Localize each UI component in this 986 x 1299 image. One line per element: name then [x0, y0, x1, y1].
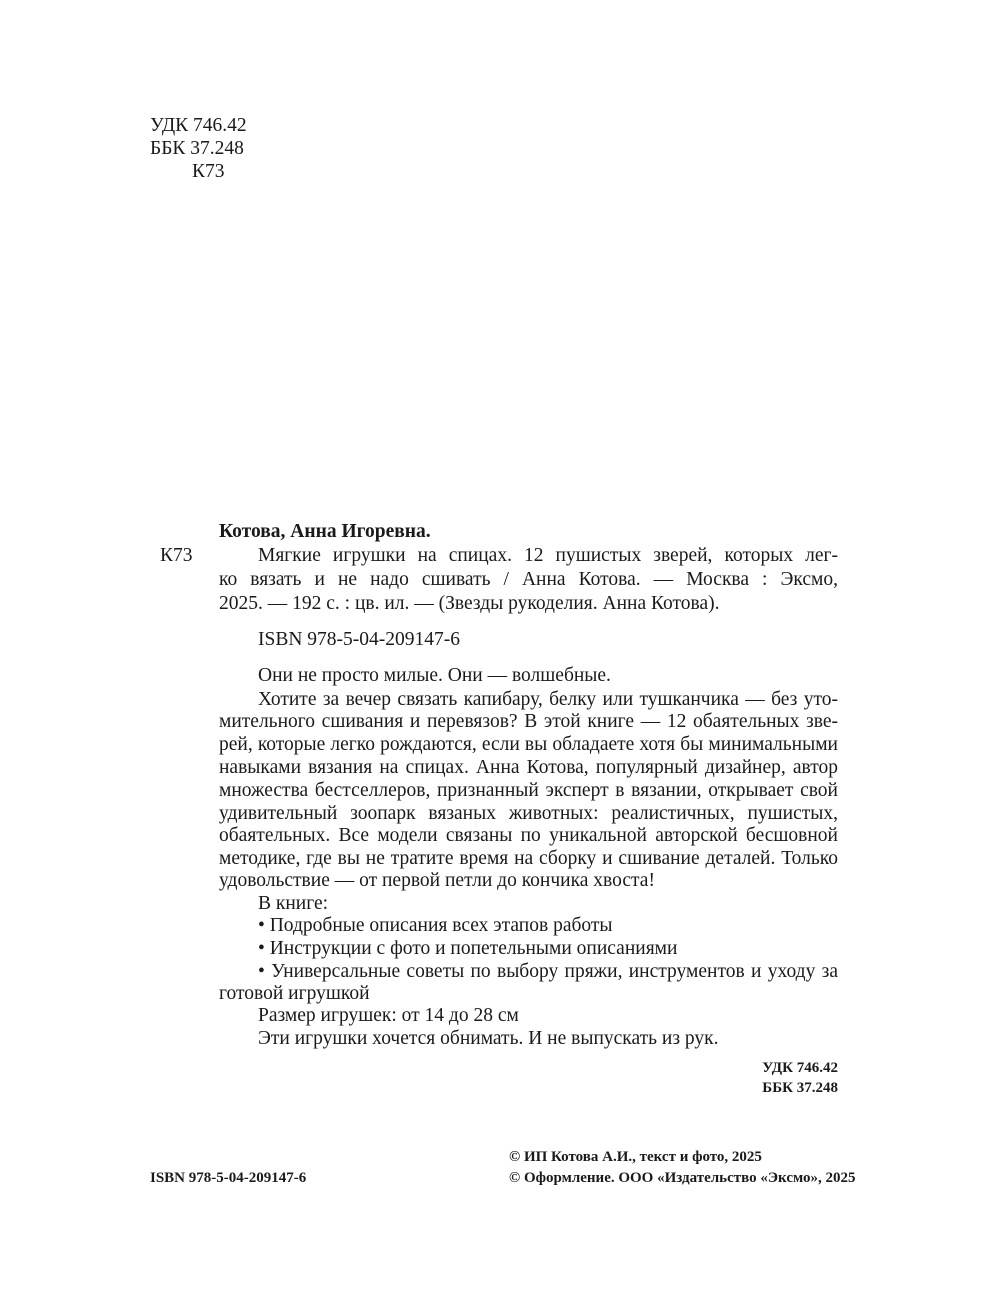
annotation-line: мительного сшивания и перевязов? В этой книге — 12 обаятельных зве-	[219, 711, 838, 732]
bbk-code-footer: ББК 37.248	[762, 1080, 838, 1096]
udk-code-footer: УДК 746.42	[762, 1060, 838, 1076]
bbk-code: ББК 37.248	[150, 138, 244, 159]
annotation-line: навыками вязания на спицах. Анна Котова, популярный дизайнер, автор	[219, 757, 838, 778]
bullet-item: • Подробные описания всех этапов работы	[258, 915, 613, 936]
annotation-line: Хотите за вечер связать капибару, белку или тушканчика — без уто-	[258, 689, 838, 710]
udk-code: УДК 746.42	[150, 115, 247, 136]
title-line: 2025. — 192 с. : цв. ил. — (Звезды рукоделия. Анна Котова).	[219, 593, 720, 614]
author-sign: К73	[192, 161, 225, 182]
title-line: ко вязать и не надо сшивать / Анна Котова. — Москва : Эксмо,	[219, 569, 838, 590]
annotation-line: удовольствие — от первой петли до кончика хвоста!	[219, 870, 655, 891]
copyright-design: © Оформление. ООО «Издательство «Эксмо», 2025	[509, 1170, 856, 1186]
annotation-line: множества бестселлеров, признанный эксперт в вязании, открывает свой	[219, 780, 838, 801]
annotation-line: методике, где вы не тратите время на сборку и сшивание деталей. Только	[219, 848, 838, 869]
isbn-footer: ISBN 978-5-04-209147-6	[150, 1170, 307, 1186]
annotation-line: рей, которые легко рождаются, если вы обладаете хотя бы минимальными	[219, 734, 838, 755]
toy-size: Размер игрушек: от 14 до 28 см	[258, 1005, 519, 1026]
author-name: Котова, Анна Игоревна.	[219, 521, 431, 542]
author-sign-entry: К73	[160, 545, 193, 566]
annotation-intro: Они не просто милые. Они — волшебные.	[258, 665, 611, 686]
bullet-item: • Инструкции с фото и попетельными описаниями	[258, 938, 678, 959]
bullet-continuation: готовой игрушкой	[219, 983, 370, 1004]
annotation-closing: Эти игрушки хочется обнимать. И не выпускать из рук.	[258, 1028, 719, 1049]
title-line: Мягкие игрушки на спицах. 12 пушистых зверей, которых лег-	[258, 545, 838, 566]
in-book-heading: В книге:	[258, 893, 329, 914]
isbn-entry: ISBN 978-5-04-209147-6	[258, 629, 461, 650]
annotation-line: удивительный зоопарк вязаных животных: реалистичных, пушистых,	[219, 803, 838, 824]
annotation-line: обаятельных. Все модели связаны по уникальной авторской бесшовной	[219, 825, 838, 846]
copyright-text: © ИП Котова А.И., текст и фото, 2025	[509, 1149, 762, 1165]
bullet-item: • Универсальные советы по выбору пряжи, инструментов и уходу за	[258, 961, 838, 982]
